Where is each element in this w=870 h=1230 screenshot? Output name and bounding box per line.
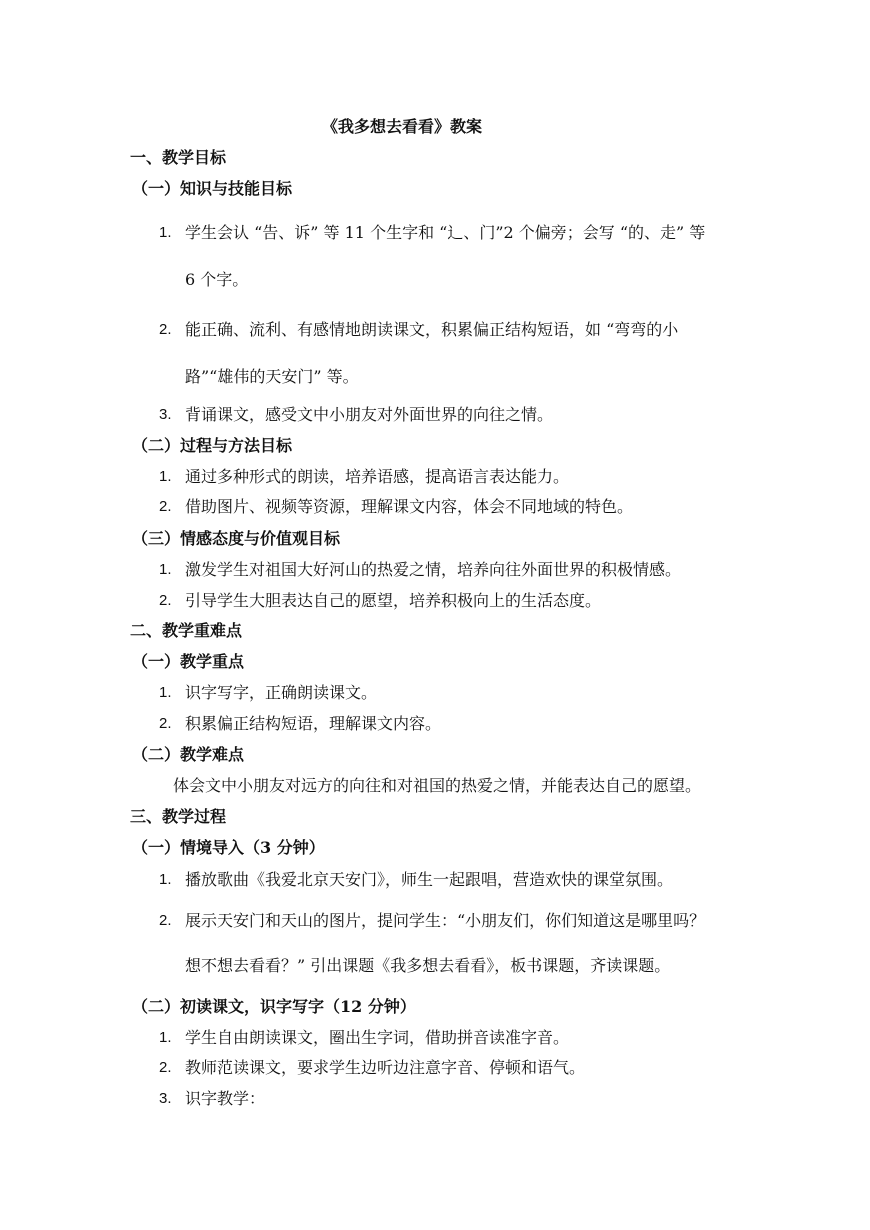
- list-number: 2.: [159, 592, 172, 609]
- subheading-process-methods: （二）过程与方法目标: [132, 436, 293, 455]
- list-number: 3.: [159, 1090, 172, 1107]
- list-item-text: 学生自由朗读课文，圈出生字词，借助拼音读准字音。: [185, 1028, 570, 1047]
- list-item-text: 展示天安门和天山的图片，提问学生：“小朋友们，你们知道这是哪里吗？: [185, 911, 706, 930]
- section-heading-key-difficult-points: 二、教学重难点: [130, 621, 243, 640]
- list-item-text: 能正确、流利、有感情地朗读课文，积累偏正结构短语，如 “弯弯的小: [185, 320, 679, 339]
- list-item-text: 激发学生对祖国大好河山的热爱之情，培养向往外面世界的积极情感。: [185, 560, 682, 579]
- section-heading-teaching-process: 三、教学过程: [130, 807, 227, 826]
- list-number: 2.: [159, 715, 172, 732]
- list-item-text: 借助图片、视频等资源，理解课文内容，体会不同地域的特色。: [185, 497, 634, 516]
- list-item-text-continued: 路”“雄伟的天安门” 等。: [185, 367, 359, 386]
- list-item-text: 识字教学：: [185, 1089, 266, 1108]
- subheading-scenario-intro: （一）情境导入（3 分钟）: [132, 838, 325, 857]
- list-item-text: 通过多种形式的朗读，培养语感，提高语言表达能力。: [185, 467, 570, 486]
- list-number: 2.: [159, 498, 172, 515]
- subheading-knowledge-skills: （一）知识与技能目标: [132, 179, 293, 198]
- subheading-emotion-values: （三）情感态度与价值观目标: [132, 529, 341, 548]
- list-number: 1.: [159, 561, 172, 578]
- list-item-text: 引导学生大胆表达自己的愿望，培养积极向上的生活态度。: [185, 591, 602, 610]
- list-number: 1.: [159, 684, 172, 701]
- list-number: 2.: [159, 912, 172, 929]
- subheading-first-reading: （二）初读课文，识字写字（12 分钟）: [132, 997, 416, 1016]
- document-title: 《我多想去看看》教案: [322, 117, 483, 136]
- list-item-text: 学生会认 “告、诉” 等 11 个生字和 “辶、门”2 个偏旁；会写 “的、走” 等: [185, 223, 706, 242]
- section-heading-teaching-goals: 一、教学目标: [130, 148, 227, 167]
- list-item-text: 积累偏正结构短语，理解课文内容。: [185, 714, 442, 733]
- list-item-text: 背诵课文，感受文中小朋友对外面世界的向往之情。: [185, 405, 554, 424]
- list-number: 2.: [159, 1059, 172, 1076]
- list-item-text: 识字写字，正确朗读课文。: [185, 683, 378, 702]
- paragraph-difficult-points: 体会文中小朋友对远方的向往和对祖国的热爱之情，并能表达自己的愿望。: [173, 776, 702, 795]
- subheading-key-points: （一）教学重点: [132, 652, 245, 671]
- list-number: 1.: [159, 871, 172, 888]
- list-number: 1.: [159, 224, 172, 241]
- list-item-text: 播放歌曲《我爱北京天安门》，师生一起跟唱，营造欢快的课堂氛围。: [185, 870, 674, 889]
- list-number: 3.: [159, 406, 172, 423]
- list-number: 1.: [159, 1029, 172, 1046]
- list-number: 1.: [159, 468, 172, 485]
- subheading-difficult-points: （二）教学难点: [132, 745, 245, 764]
- list-item-text-continued: 想不想去看看？” 引出课题《我多想去看看》，板书课题，齐读课题。: [185, 956, 671, 975]
- list-item-text-continued: 6 个字。: [185, 270, 249, 289]
- list-number: 2.: [159, 321, 172, 338]
- list-item-text: 教师范读课文，要求学生边听边注意字音、停顿和语气。: [185, 1058, 586, 1077]
